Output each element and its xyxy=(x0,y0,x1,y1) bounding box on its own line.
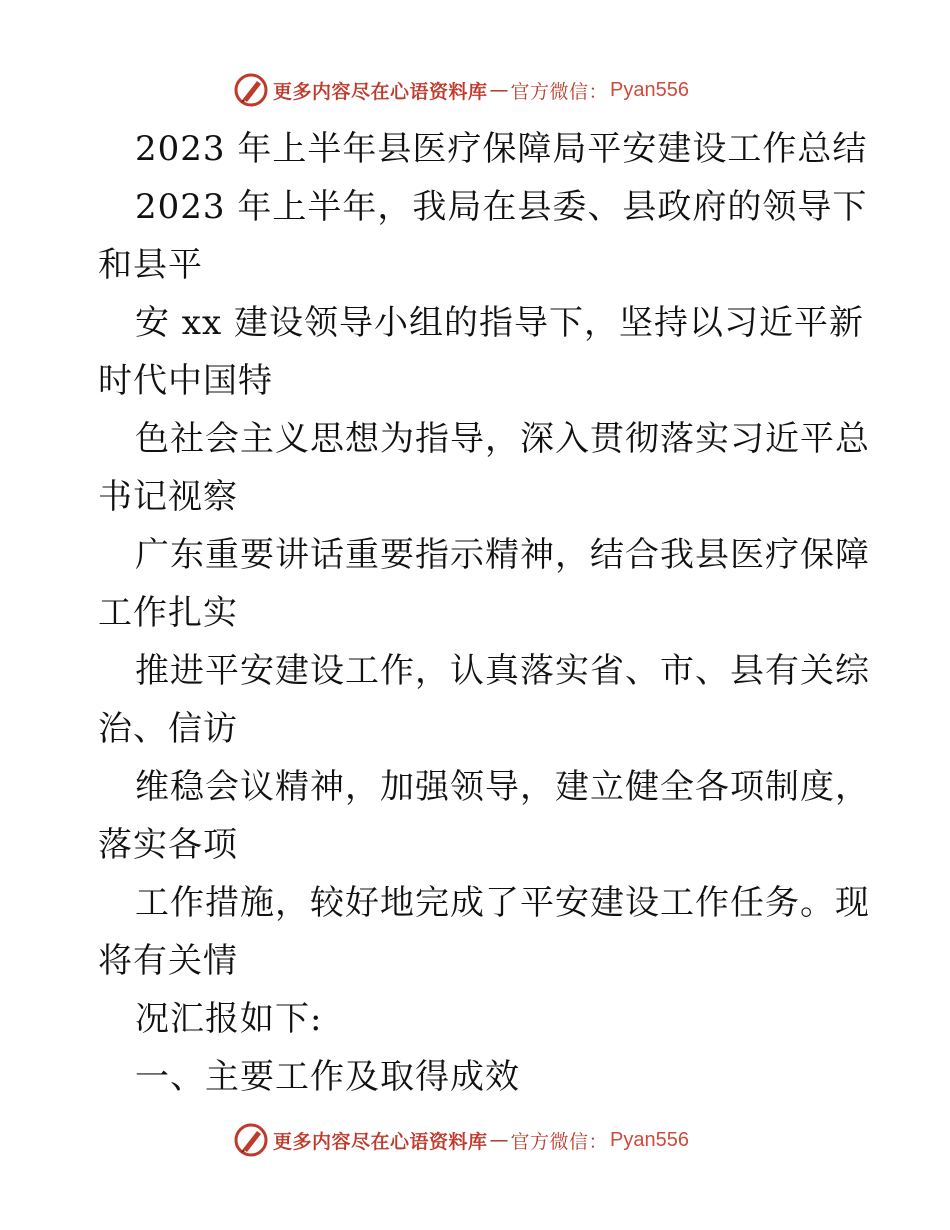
paragraph-line: 色社会主义思想为指导，深入贯彻落实习近平总 xyxy=(135,419,870,459)
banner-dash: — xyxy=(489,1129,509,1151)
paragraph-line: 时代中国特 xyxy=(98,361,273,401)
paragraph-line: 维稳会议精神，加强领导，建立健全各项制度， xyxy=(135,767,870,807)
paragraph-line: 推进平安建设工作，认真落实省、市、县有关综 xyxy=(135,651,870,691)
pen-logo-icon xyxy=(233,72,269,108)
banner-wechat-label: 官方微信： xyxy=(510,1130,609,1153)
banner-text: 更多内容尽在心语资料库 xyxy=(273,80,488,103)
paragraph-line: 落实各项 xyxy=(98,825,238,865)
paragraph-line: 工作扎实 xyxy=(98,593,238,633)
document-title: 2023 年上半年县医疗保障局平安建设工作总结 xyxy=(135,129,868,169)
paragraph-line: 治、信访 xyxy=(98,709,238,749)
paragraph-line: 和县平 xyxy=(98,245,203,285)
document-body xyxy=(98,120,870,1106)
banner-wechat-id: Pyan556 xyxy=(610,1128,689,1151)
paragraph-line: 书记视察 xyxy=(98,477,238,517)
paragraph-line: 况汇报如下: xyxy=(135,999,323,1039)
paragraph-line: 将有关情 xyxy=(98,941,238,981)
banner-wechat-label: 官方微信： xyxy=(510,80,609,103)
section-heading: 一、主要工作及取得成效 xyxy=(135,1057,520,1097)
header-watermark-banner xyxy=(233,70,689,110)
paragraph-line: 安 xx 建设领导小组的指导下，坚持以习近平新 xyxy=(135,303,864,343)
pen-logo-icon xyxy=(233,1122,269,1158)
paragraph-line: 广东重要讲话重要指示精神，结合我县医疗保障 xyxy=(135,535,870,575)
banner-wechat-id: Pyan556 xyxy=(610,78,689,101)
banner-dash: — xyxy=(489,79,509,101)
paragraph-line: 工作措施，较好地完成了平安建设工作任务。现 xyxy=(135,883,870,923)
banner-text: 更多内容尽在心语资料库 xyxy=(273,1130,488,1153)
paragraph-line: 2023 年上半年，我局在县委、县政府的领导下 xyxy=(135,187,868,227)
footer-watermark-banner xyxy=(233,1120,689,1160)
